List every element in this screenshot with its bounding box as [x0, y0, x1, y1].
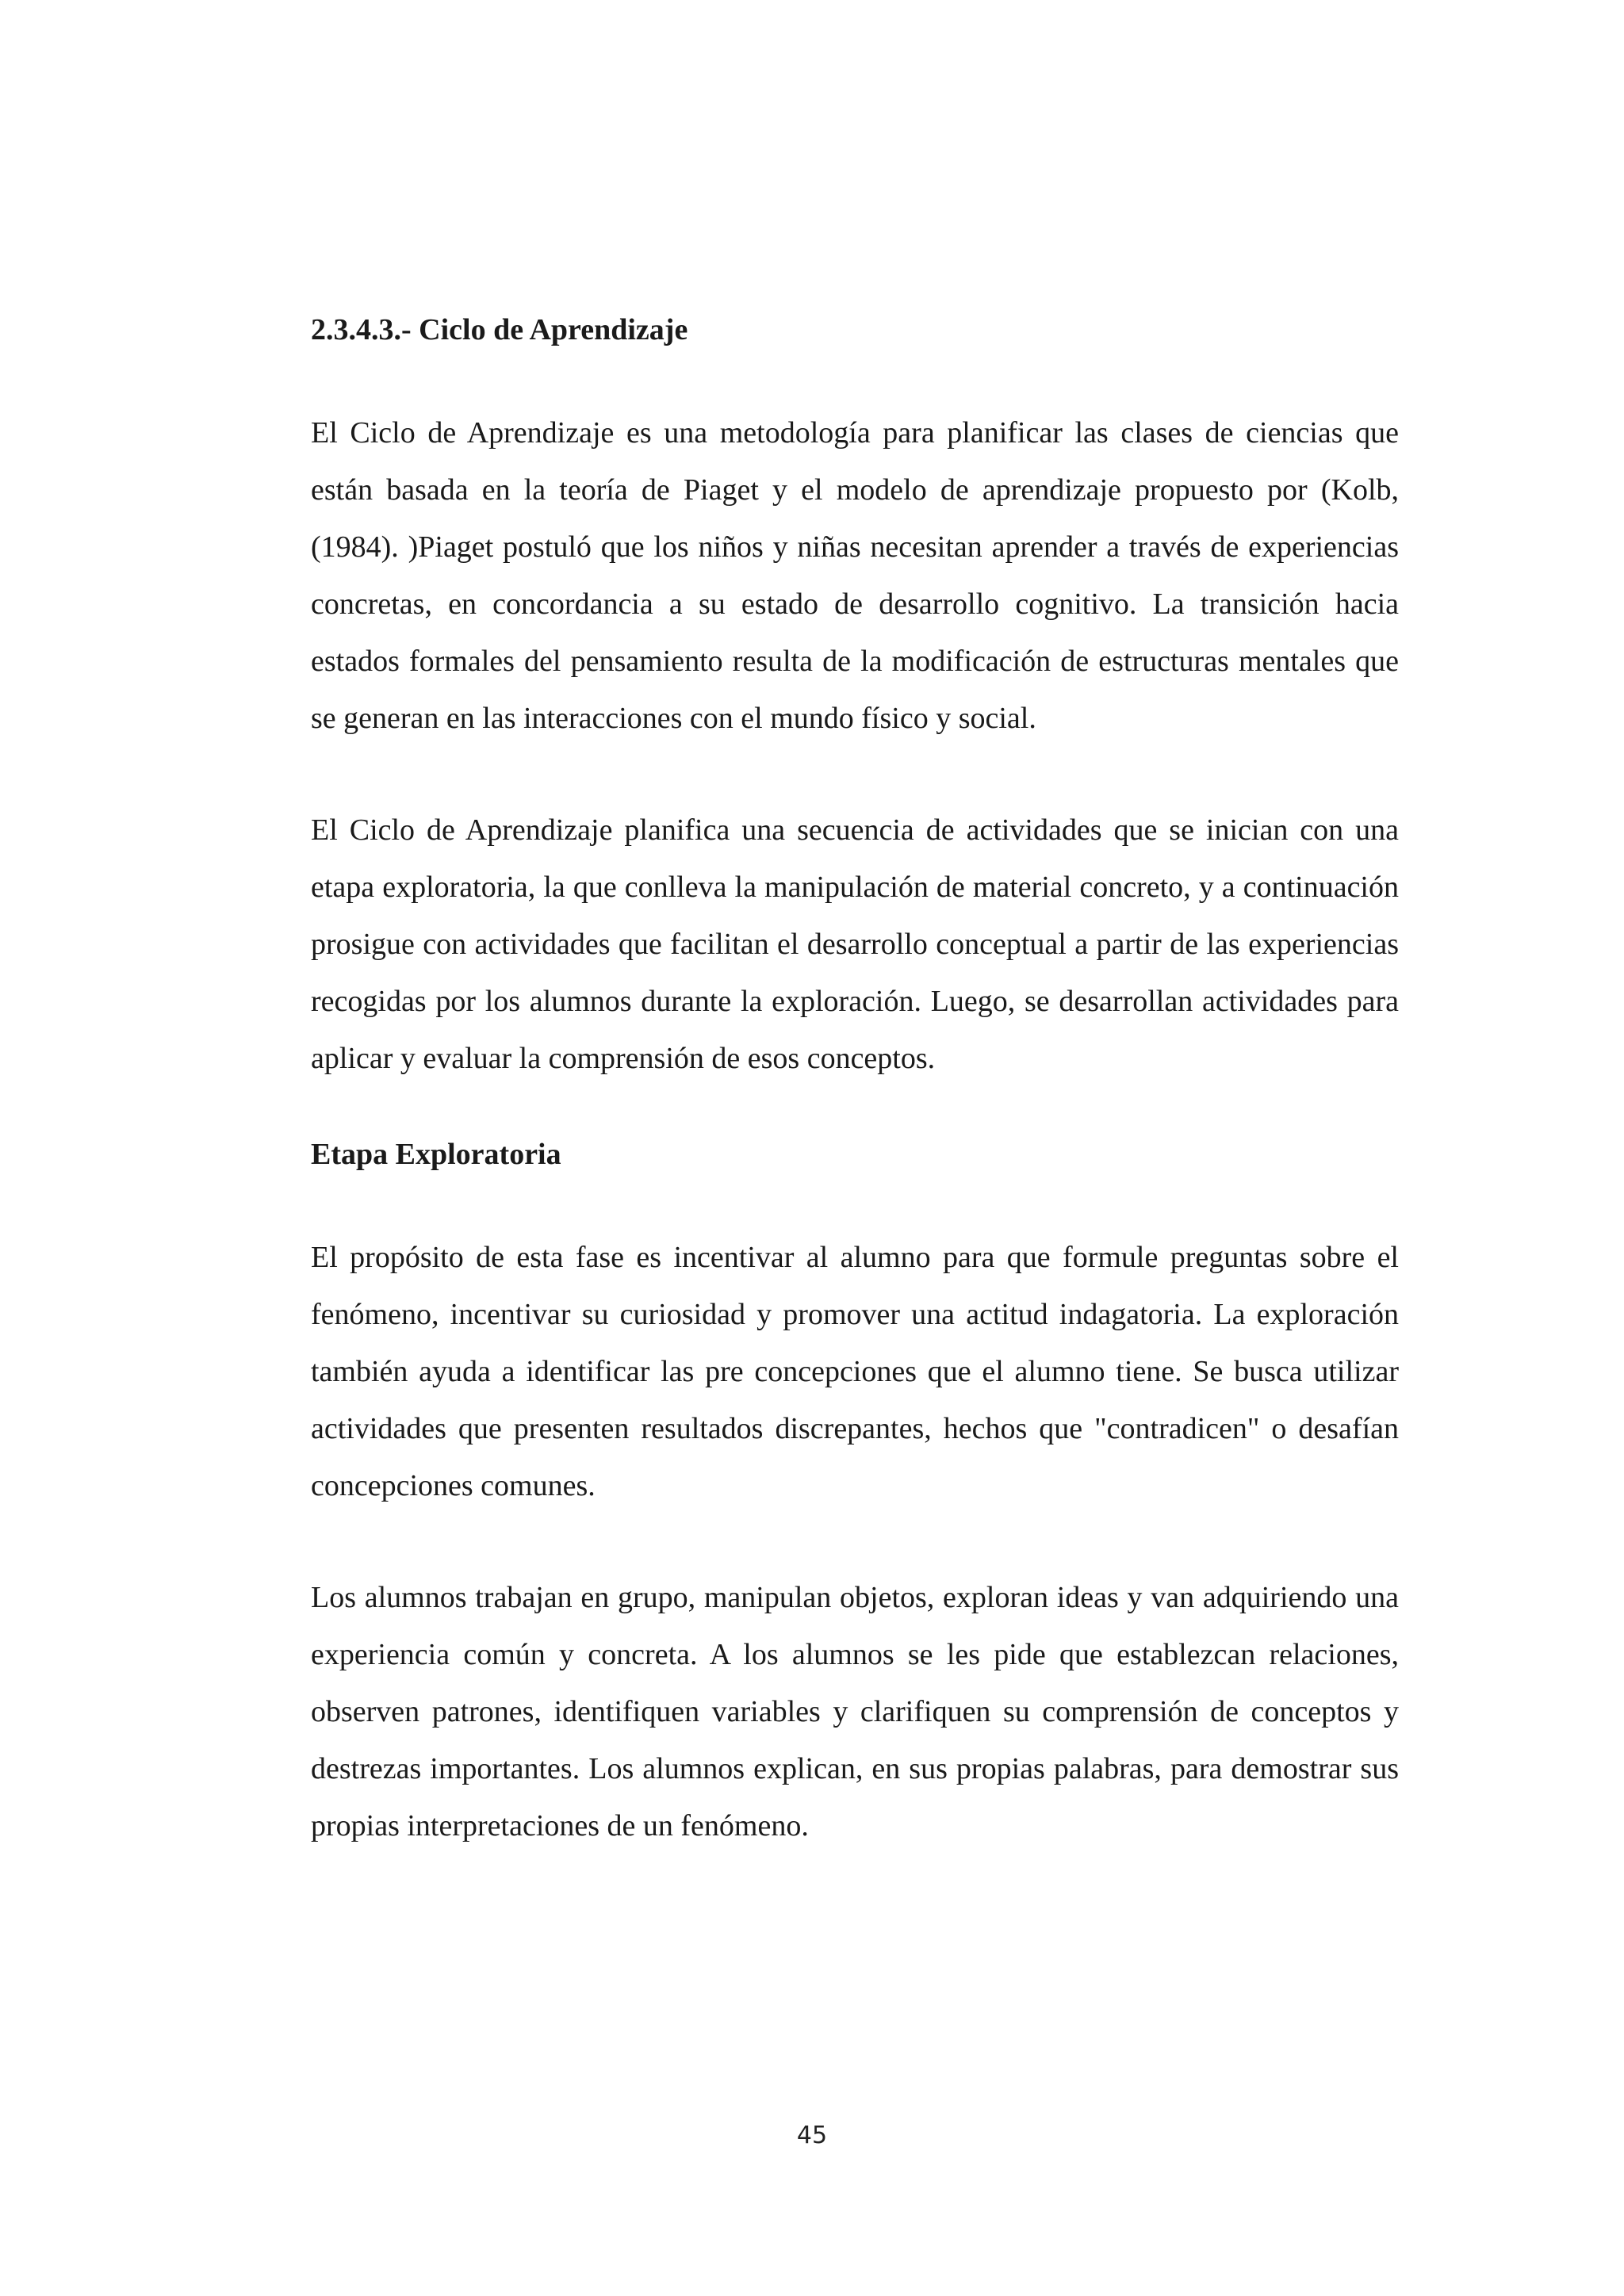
intro-paragraph-1: El Ciclo de Aprendizaje es una metodología para planificar las clases de ciencias que están basada en la teoría de Piaget y el modelo de aprendizaje propuesto por (Kolb, (1984). )Piaget postuló que los niños y niñas necesitan aprender a través de experiencias concretas, en concordancia a su estado de desarrollo cognitivo. La transición hacia estados formales del pensamiento resulta de la modificación de estructuras mentales que se generan en las interacciones con el mundo físico y social.: [311, 416, 1399, 735]
section-title: 2.3.4.3.- Ciclo de Aprendizaje: [311, 313, 688, 346]
subsection-title: Etapa Exploratoria: [311, 1138, 561, 1171]
page-content: [311, 311, 1399, 1854]
exploratory-paragraph-1: El propósito de esta fase es incentivar al alumno para que formule preguntas sobre el fenómeno, incentivar su curiosidad y promover una actitud indagatoria. La exploración también ayuda a identificar las pre concepciones que el alumno tiene. Se busca utilizar actividades que presenten resultados discrepantes, hechos que "contradicen" o desafían concepciones comunes.: [311, 1241, 1399, 1502]
exploratory-paragraph-2: Los alumnos trabajan en grupo, manipulan objetos, exploran ideas y van adquiriendo una experiencia común y concreta. A los alumnos se les pide que establezcan relaciones, observen patrones, identifiquen variables y clarifiquen su comprensión de conceptos y destrezas importantes. Los alumnos explican, en sus propias palabras, para demostrar sus propias interpretaciones de un fenómeno.: [311, 1581, 1399, 1843]
page-number: 45: [796, 2122, 828, 2149]
intro-paragraph-2: El Ciclo de Aprendizaje planifica una secuencia de actividades que se inician con una etapa exploratoria, la que conlleva la manipulación de material concreto, y a continuación prosigue con actividades que facilitan el desarrollo conceptual a partir de las experiencias recogidas por los alumnos durante la exploración. Luego, se desarrollan actividades para aplicar y evaluar la comprensión de esos conceptos.: [311, 813, 1399, 1075]
